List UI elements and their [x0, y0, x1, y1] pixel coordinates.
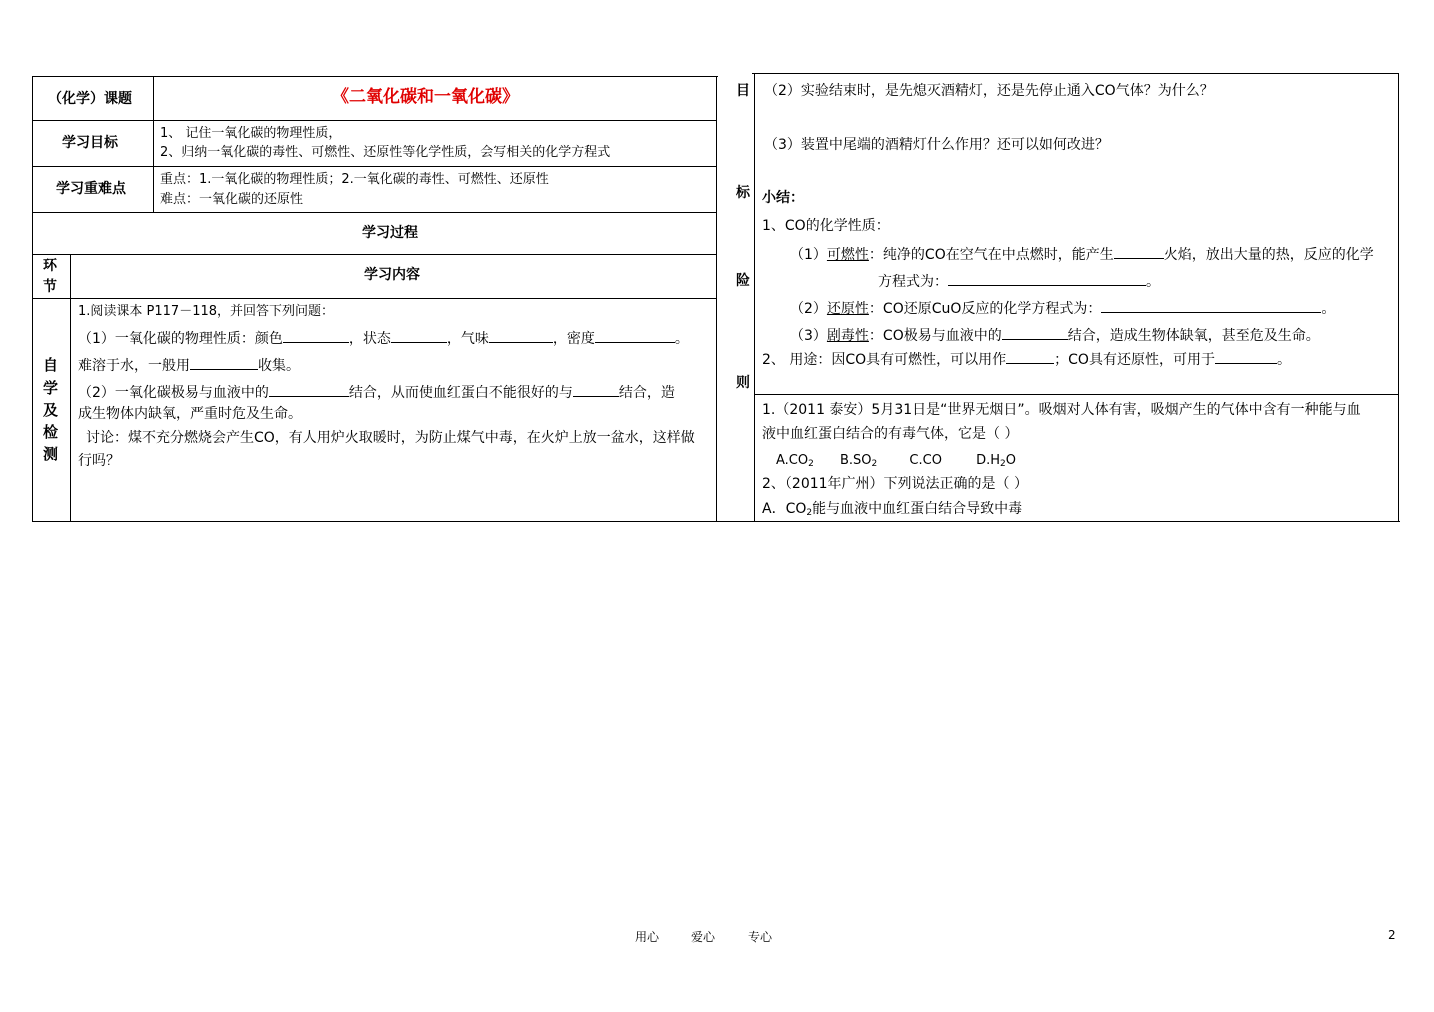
border-right-row — [754, 394, 1399, 395]
summary-1a-line-2 — [878, 273, 1160, 289]
gutter-fragment-1: 目 — [736, 83, 750, 99]
s2-text-1: 2、 用途：因CO具有可燃性，可以用作 — [762, 352, 1007, 368]
summary-1b — [790, 300, 1335, 316]
option-d[interactable]: $D.H_2O$ — [976, 453, 1016, 469]
stage-char-2: 学 — [43, 379, 59, 397]
goal-2: 2、归纳一氧化碳的毒性、可燃性、还原性等化学性质，会写相关的化学方程式 — [160, 145, 611, 160]
blank-combine[interactable] — [573, 384, 619, 397]
summary-1a-line-1 — [790, 246, 1374, 262]
border-middle-left — [716, 76, 717, 522]
q1-a-text-2: ，状态 — [348, 331, 391, 347]
q1-line-a — [78, 330, 689, 346]
s2-text-2: ；CO具有还原性，可用于 — [1054, 352, 1215, 368]
q2-line-1 — [78, 384, 675, 400]
s1b-label: 还原性 — [826, 301, 869, 317]
border-row-3 — [32, 212, 717, 213]
s1c-label: 剧毒性 — [826, 328, 869, 344]
exercise-1-line-2: 液中血红蛋白结合的有毒气体，它是（ ） — [762, 426, 1019, 442]
stage-char-1: 自 — [43, 356, 59, 374]
exercise-1-options — [776, 454, 1016, 469]
gutter-fragment-3: 险 — [736, 273, 750, 289]
blank-color[interactable] — [283, 330, 349, 343]
blank-equation-1[interactable] — [948, 273, 1146, 286]
border-row-4 — [32, 254, 717, 255]
key-point: 重点：1.一氧化碳的物理性质；2.一氧化碳的毒性、可燃性、还原性 — [160, 172, 549, 187]
s1a-text-2: 火焰，放出大量的热，反应的化学 — [1163, 247, 1374, 263]
blank-flame[interactable] — [1114, 246, 1164, 259]
q2-text-3: 结合，造 — [618, 385, 675, 401]
gutter-fragment-2: 标 — [736, 185, 750, 201]
blank-smell[interactable] — [489, 330, 553, 343]
goals-label: 学习目标 — [62, 135, 118, 151]
blank-equation-2[interactable] — [1101, 300, 1321, 313]
page-title: 《二氧化碳和一氧化碳》 — [332, 87, 519, 107]
border-row-1 — [32, 120, 717, 121]
s1c-text-1: ：CO极易与血液中的 — [868, 328, 1002, 344]
option-a[interactable]: $A.CO_2$ — [776, 453, 814, 469]
border-right — [1398, 73, 1399, 522]
discuss-line-1: 讨论：煤不充分燃烧会产生CO，有人用炉火取暖时，为防止煤气中毒，在火炉上放一盆水，这样做 — [86, 430, 695, 446]
blank-hemoglobin[interactable] — [1002, 327, 1068, 340]
s2-text-3: 。 — [1276, 352, 1291, 368]
border-left — [32, 76, 33, 522]
option-b[interactable]: $B.SO_2$ — [839, 453, 878, 469]
s1b-num: （2） — [790, 301, 827, 317]
border-top-left — [32, 76, 718, 77]
gutter-fragment-4: 则 — [736, 375, 750, 391]
border-middle-right — [754, 73, 755, 522]
q1-a-text-1: （1）一氧化碳的物理性质：颜色 — [78, 331, 283, 347]
summary-title: 小结： — [762, 190, 804, 206]
difficulty-label: 学习重难点 — [56, 181, 126, 197]
s1c-num: （3） — [790, 328, 827, 344]
q1-a-text-3: ，气味 — [446, 331, 489, 347]
blank-blood[interactable] — [269, 384, 349, 397]
s1a-line2-text-1: 方程式为： — [878, 274, 948, 290]
summary-1: 1、CO的化学性质： — [762, 218, 890, 234]
stage-header-1: 环 — [43, 258, 57, 274]
border-top-right — [752, 73, 1398, 74]
footer-motto-2: 爱心 — [691, 930, 716, 944]
border-row-2 — [32, 166, 717, 167]
exercise-1-line-1: 1.（2011 泰安）5月31日是“世界无烟日”。吸烟对人体有害，吸烟产生的气体中含有一种能与血 — [762, 402, 1361, 418]
exercise-2-option-a[interactable]: A．$CO_2$能与血液中血红蛋白结合导致中毒 — [762, 501, 1023, 518]
footer-motto-3: 专心 — [748, 930, 773, 944]
s1c-text-2: 结合，造成生物体缺氧，甚至危及生命。 — [1067, 328, 1320, 344]
subject-label: （化学）课题 — [48, 91, 132, 107]
s1b-text-1: ：CO还原CuO反应的化学方程式为： — [868, 301, 1102, 317]
blank-density[interactable] — [595, 330, 675, 343]
q1-a-text-4: ，密度 — [552, 331, 595, 347]
process-title: 学习过程 — [362, 225, 418, 241]
s1a-num: （1） — [790, 247, 827, 263]
q1-intro: 1.阅读课本 P117－118，并回答下列问题： — [78, 304, 335, 319]
q2-text-1: （2）一氧化碳极易与血液中的 — [78, 385, 269, 401]
s1a-label: 可燃性 — [826, 247, 869, 263]
stage-char-5: 测 — [43, 445, 59, 463]
q2-text-2: 结合，从而使血红蛋白不能很好的与 — [348, 385, 573, 401]
page-number: 2 — [1388, 928, 1396, 942]
q1-a-text-5: 。 — [674, 331, 689, 347]
border-row-5 — [32, 298, 717, 299]
question-3: （3）装置中尾端的酒精灯什么作用？还可以如何改进？ — [764, 137, 1109, 153]
q1-b-text-2: 收集。 — [258, 358, 300, 374]
stage-char-4: 检 — [43, 423, 59, 441]
goal-1: 1、 记住一氧化碳的物理性质， — [160, 126, 342, 141]
content-header: 学习内容 — [364, 267, 420, 283]
blank-collect[interactable] — [190, 357, 258, 370]
question-2: （2）实验结束时，是先熄灭酒精灯，还是先停止通入CO气体？为什么？ — [764, 83, 1214, 99]
blank-use-reduce[interactable] — [1215, 351, 1277, 364]
stage-header-2: 节 — [43, 279, 57, 295]
q1-line-b — [78, 357, 300, 373]
stage-char-3: 及 — [43, 401, 59, 419]
hard-point: 难点：一氧化碳的还原性 — [160, 192, 304, 207]
blank-state[interactable] — [391, 330, 447, 343]
exercise-2: 2、（2011年广州）下列说法正确的是（ ） — [762, 476, 1028, 492]
q2-line-2: 成生物体内缺氧，严重时危及生命。 — [78, 406, 302, 422]
summary-1c — [790, 327, 1320, 343]
s1b-text-2: 。 — [1321, 301, 1336, 317]
border-label-col — [153, 76, 154, 213]
q1-b-text-1: 难溶于水，一般用 — [78, 358, 190, 374]
s1a-line2-text-2: 。 — [1146, 274, 1160, 290]
border-stage-col — [70, 254, 71, 522]
footer-motto-1: 用心 — [635, 930, 660, 944]
option-c[interactable]: C.CO — [909, 453, 942, 468]
s1a-text-1: ：纯净的CO在空气在中点燃时，能产生 — [868, 247, 1114, 263]
summary-2 — [762, 351, 1291, 367]
discuss-line-2: 行吗？ — [78, 453, 120, 469]
blank-use-fuel[interactable] — [1006, 351, 1054, 364]
